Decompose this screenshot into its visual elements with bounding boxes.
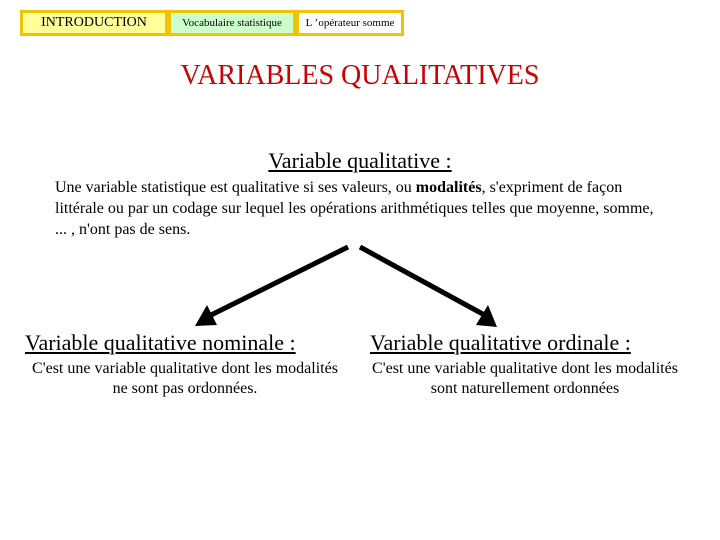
tab-introduction[interactable]: INTRODUCTION <box>20 10 168 36</box>
arrow-left-line <box>205 247 348 318</box>
definition-bold-term: modalités <box>415 179 482 196</box>
ordinal-description: C'est une variable qualitative dont les modalités sont naturellement ordonnées <box>372 360 678 397</box>
nominal-description: C'est une variable qualitative dont les modalités ne sont pas ordonnées. <box>32 360 338 397</box>
definition-text-after: , s'expriment de façon littérale ou par un codage sur lequel les opérations arithmétiques telles que moyenne, somme, ... , n'ont pas de sens. <box>55 179 654 238</box>
page-title: VARIABLES QUALITATIVES <box>180 60 540 91</box>
definition-text-before: Une variable statistique est qualitative si ses valeurs, ou <box>55 179 416 196</box>
arrow-right-head <box>476 305 497 327</box>
definition-heading-text: Variable qualitative : <box>268 148 452 173</box>
ordinal-heading-text: Variable qualitative ordinale : <box>370 330 631 355</box>
nominal-heading <box>25 330 296 356</box>
tab-vocabulaire-statistique[interactable]: Vocabulaire statistique <box>168 10 296 36</box>
ordinal-heading <box>370 330 631 356</box>
nominal-heading-text: Variable qualitative nominale : <box>25 330 296 355</box>
tab-operateur-somme[interactable]: L ’opérateur somme <box>296 10 404 36</box>
arrow-right-line <box>360 247 490 318</box>
